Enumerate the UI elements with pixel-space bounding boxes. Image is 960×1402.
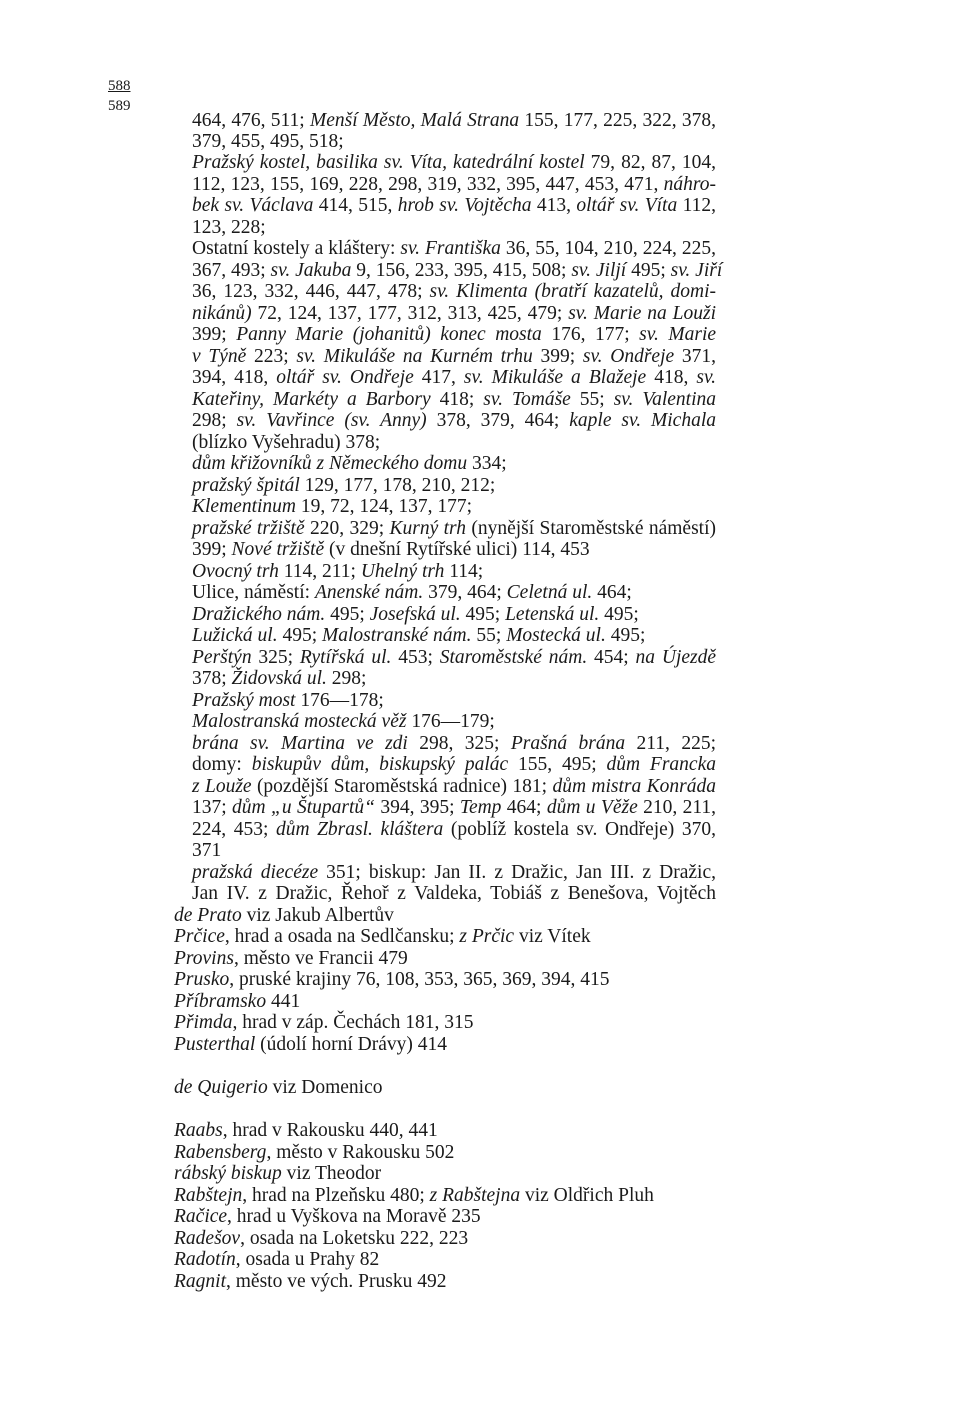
page-number-bottom: 589 <box>108 98 131 114</box>
index-line: 112, 123, 155, 169, 228, 298, 319, 332, 395, 447, 453, 471, náhro- <box>192 174 716 195</box>
index-entry: Provins, město ve Francii 479 <box>174 948 408 969</box>
page-number-top: 588 <box>108 78 131 94</box>
index-line: Kateřiny, Markéty a Barbory 418; sv. Tomáše 55; sv. Valentina <box>192 389 717 410</box>
index-line: Jan IV. z Dražic, Řehoř z Valdeka, Tobiáš z Benešova, Vojtěch <box>192 883 716 904</box>
index-line: domy: biskupův dům, biskupský palác 155, 495; dům Francka <box>192 754 716 775</box>
index-line: Lužická ul. 495; Malostranské nám. 55; Mostecká ul. 495; <box>192 625 646 646</box>
index-line: bek sv. Václava 414, 515, hrob sv. Vojtěcha 413, oltář sv. Víta 112, <box>192 195 717 216</box>
index-line: 367, 493; sv. Jakuba 9, 156, 233, 395, 415, 508; sv. Jiljí 495; sv. Jiří <box>192 260 723 281</box>
index-line: 224, 453; dům Zbrasl. kláštera (poblíž kostela sv. Ondřeje) 370, <box>192 819 716 840</box>
index-line: Ostatní kostely a kláštery: sv. Františka 36, 55, 104, 210, 224, 225, <box>192 238 716 259</box>
index-line: 379, 455, 495, 518; <box>192 131 344 152</box>
index-entry: Račice, hrad u Vyškova na Moravě 235 <box>174 1206 481 1227</box>
index-entry: Prčice, hrad a osada na Sedlčansku; z Prčic viz Vítek <box>174 926 591 947</box>
index-entry: Raabs, hrad v Rakousku 440, 441 <box>174 1120 438 1141</box>
index-entry: rábský biskup viz Theodor <box>174 1163 382 1184</box>
index-line: (blízko Vyšehradu) 378; <box>192 432 381 453</box>
index-line: nikánů) 72, 124, 137, 177, 312, 313, 425, 479; sv. Marie na Louži <box>192 303 716 324</box>
index-entry: Prusko, pruské krajiny 76, 108, 353, 365, 369, 394, 415 <box>174 969 610 990</box>
index-line: pražský špitál 129, 177, 178, 210, 212; <box>192 475 496 496</box>
index-line: 399; Nové tržiště (v dnešní Rytířské ulici) 114, 453 <box>192 539 590 560</box>
index-line: 137; dům „u Štupartů“ 394, 395; Temp 464; dům u Věže 210, 211, <box>192 797 716 818</box>
index-line: 371 <box>192 840 222 861</box>
index-line: Klementinum 19, 72, 124, 137, 177; <box>192 496 473 517</box>
index-line: dům křižovníků z Německého domu 334; <box>192 453 507 474</box>
index-entry: de Prato viz Jakub Albertův <box>174 905 394 926</box>
index-line: Perštýn 325; Rytířská ul. 453; Staroměstské nám. 454; na Újezdě <box>192 647 717 668</box>
index-line: pražská diecéze 351; biskup: Jan II. z Dražic, Jan III. z Dražic, <box>192 862 716 883</box>
index-line: 399; Panny Marie (johanitů) konec mosta 176, 177; sv. Marie <box>192 324 717 345</box>
index-entry: Příbramsko 441 <box>174 991 301 1012</box>
index-line: z Louže (pozdější Staroměstská radnice) 181; dům mistra Konráda <box>192 776 716 797</box>
index-line: brána sv. Martina ve zdi 298, 325; Prašná brána 211, 225; <box>192 733 716 754</box>
index-line: Pražský kostel, basilika sv. Víta, katedrální kostel 79, 82, 87, 104, <box>192 152 716 173</box>
index-line: v Týně 223; sv. Mikuláše na Kurném trhu 399; sv. Ondřeje 371, <box>192 346 717 367</box>
index-entry: Přimda, hrad v záp. Čechách 181, 315 <box>174 1012 474 1033</box>
index-line: Pražský most 176—178; <box>192 690 384 711</box>
index-entry: de Quigerio viz Domenico <box>174 1077 383 1098</box>
index-entry: Pusterthal (údolí horní Drávy) 414 <box>174 1034 447 1055</box>
index-line: 464, 476, 511; Menší Město, Malá Strana 155, 177, 225, 322, 378, <box>192 110 716 131</box>
index-entry: Rabensberg, město v Rakousku 502 <box>174 1142 455 1163</box>
index-line: Dražického nám. 495; Josefská ul. 495; Letenská ul. 495; <box>192 604 639 625</box>
index-entry: Ragnit, město ve vých. Prusku 492 <box>174 1271 447 1292</box>
index-line: 378; Židovská ul. 298; <box>192 668 367 689</box>
index-line: 298; sv. Vavřince (sv. Anny) 378, 379, 464; kaple sv. Michala <box>192 410 716 431</box>
page-numbers <box>108 76 131 116</box>
index-line: 394, 418, oltář sv. Ondřeje 417, sv. Mikuláše a Blažeje 418, sv. <box>192 367 717 388</box>
index-line: Ovocný trh 114, 211; Uhelný trh 114; <box>192 561 484 582</box>
index-entry: Radešov, osada na Loketsku 222, 223 <box>174 1228 469 1249</box>
index-line: 123, 228; <box>192 217 266 238</box>
index-line: pražské tržiště 220, 329; Kurný trh (nynější Staroměstské náměstí) <box>192 518 717 539</box>
index-entry: Rabštejn, hrad na Plzeňsku 480; z Rabštejna viz Oldřich Pluh <box>174 1185 654 1206</box>
index-entry: Radotín, osada u Prahy 82 <box>174 1249 380 1270</box>
index-line: 36, 123, 332, 446, 447, 478; sv. Klimenta (bratří kazatelů, domi- <box>192 281 716 302</box>
index-line: Ulice, náměstí: Anenské nám. 379, 464; Celetná ul. 464; <box>192 582 632 603</box>
index-line: Malostranská mostecká věž 176—179; <box>192 711 495 732</box>
